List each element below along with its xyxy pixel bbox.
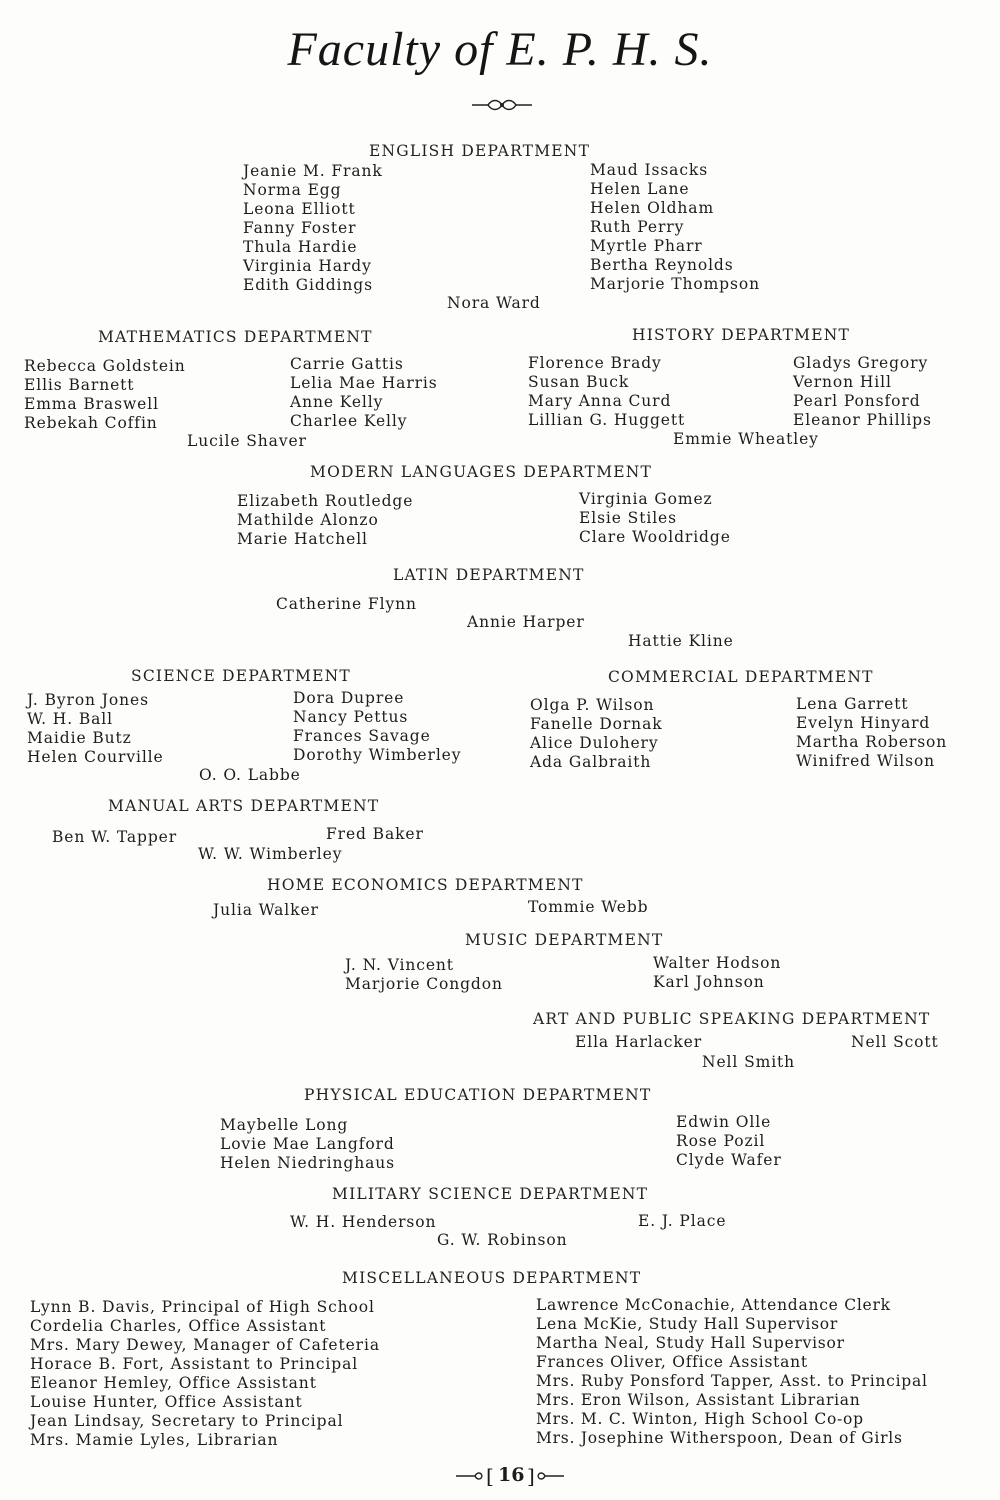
list-item: Vernon Hill	[793, 373, 892, 391]
list-item: Florence Brady	[528, 354, 662, 372]
mathematics-heading: MATHEMATICS DEPARTMENT	[98, 328, 373, 346]
list-item: Marie Hatchell	[237, 530, 368, 548]
list-item: Leona Elliott	[243, 200, 356, 218]
list-item: Susan Buck	[528, 373, 630, 391]
list-item: Mrs. Eron Wilson, Assistant Librarian	[536, 1391, 861, 1409]
list-item: Lena Garrett	[796, 695, 909, 713]
list-item: Helen Oldham	[590, 199, 715, 217]
history-left-list	[528, 354, 685, 430]
list-item: Lucile Shaver	[187, 432, 307, 450]
list-item: Emma Braswell	[24, 395, 159, 413]
list-item: Virginia Hardy	[243, 257, 372, 275]
list-item: Nell Scott	[851, 1033, 939, 1051]
list-item: Maybelle Long	[220, 1116, 349, 1134]
list-item: Bertha Reynolds	[590, 256, 734, 274]
commercial-left-list	[530, 696, 663, 772]
manual-arts-heading: MANUAL ARTS DEPARTMENT	[108, 797, 380, 815]
list-item: Mary Anna Curd	[528, 392, 672, 410]
list-item: Lynn B. Davis, Principal of High School	[30, 1298, 375, 1316]
list-item: Winifred Wilson	[796, 752, 936, 770]
commercial-heading: COMMERCIAL DEPARTMENT	[608, 668, 874, 686]
list-item: E. J. Place	[638, 1212, 727, 1230]
list-item: Mathilde Alonzo	[237, 511, 379, 529]
left-flourish-icon	[455, 1470, 485, 1482]
list-item: Clyde Wafer	[676, 1151, 782, 1169]
modern-languages-heading: MODERN LANGUAGES DEPARTMENT	[310, 463, 653, 481]
list-item: Karl Johnson	[653, 973, 765, 991]
list-item: Olga P. Wilson	[530, 696, 655, 714]
history-heading: HISTORY DEPARTMENT	[632, 326, 851, 344]
list-item: Emmie Wheatley	[673, 430, 819, 448]
page-number-footer	[455, 1464, 565, 1488]
ornament-divider-icon	[470, 98, 534, 112]
list-item: Myrtle Pharr	[590, 237, 703, 255]
history-right-list	[793, 354, 932, 430]
art-speaking-heading: ART AND PUBLIC SPEAKING DEPARTMENT	[533, 1010, 931, 1028]
list-item: J. N. Vincent	[345, 956, 454, 974]
list-item: Nora Ward	[447, 294, 541, 312]
list-item: Clare Wooldridge	[579, 528, 731, 546]
miscellaneous-left-list	[30, 1298, 380, 1450]
list-item: Thula Hardie	[243, 238, 358, 256]
list-item: Elsie Stiles	[579, 509, 677, 527]
list-item: Mrs. Josephine Witherspoon, Dean of Girls	[536, 1429, 903, 1447]
list-item: Ellis Barnett	[24, 376, 135, 394]
list-item: Eleanor Phillips	[793, 411, 932, 429]
mathematics-right-list	[290, 355, 438, 431]
list-item: Walter Hodson	[653, 954, 782, 972]
music-left-list	[345, 956, 503, 994]
list-item: Helen Courville	[27, 748, 164, 766]
list-item: Anne Kelly	[290, 393, 384, 411]
list-item: Mrs. Mamie Lyles, Librarian	[30, 1431, 279, 1449]
list-item: Edith Giddings	[243, 276, 373, 294]
list-item: Jean Lindsay, Secretary to Principal	[30, 1412, 344, 1430]
page-title: Faculty of E. P. H. S.	[287, 23, 713, 76]
list-item: Lelia Mae Harris	[290, 374, 438, 392]
list-item: G. W. Robinson	[437, 1231, 568, 1249]
english-left-list	[243, 162, 383, 295]
list-item: Marjorie Thompson	[590, 275, 760, 293]
physical-education-right-list	[676, 1113, 782, 1170]
miscellaneous-heading: MISCELLANEOUS DEPARTMENT	[342, 1269, 642, 1287]
list-item: Evelyn Hinyard	[796, 714, 931, 732]
list-item: Eleanor Hemley, Office Assistant	[30, 1374, 317, 1392]
list-item: Virginia Gomez	[579, 490, 713, 508]
list-item: Fanelle Dornak	[530, 715, 663, 733]
list-item: Tommie Webb	[528, 898, 649, 916]
list-item: Norma Egg	[243, 181, 342, 199]
list-item: Fanny Foster	[243, 219, 357, 237]
list-item: Mrs. M. C. Winton, High School Co-op	[536, 1410, 864, 1428]
list-item: Jeanie M. Frank	[243, 162, 383, 180]
modern-languages-right-list	[579, 490, 731, 547]
list-item: Ada Galbraith	[530, 753, 652, 771]
list-item: Louise Hunter, Office Assistant	[30, 1393, 303, 1411]
science-right-list	[293, 689, 461, 765]
list-item: Frances Savage	[293, 727, 431, 745]
english-right-list	[590, 161, 760, 294]
commercial-right-list	[796, 695, 947, 771]
list-item: Ella Harlacker	[575, 1033, 703, 1051]
list-item: Martha Roberson	[796, 733, 948, 751]
music-right-list	[653, 954, 781, 992]
list-item: Rebekah Coffin	[24, 414, 158, 432]
list-item: Nell Smith	[702, 1053, 796, 1071]
science-left-list	[27, 691, 164, 767]
list-item: W. H. Henderson	[290, 1213, 437, 1231]
list-item: J. Byron Jones	[27, 691, 149, 709]
home-economics-heading: HOME ECONOMICS DEPARTMENT	[267, 876, 584, 894]
list-item: Carrie Gattis	[290, 355, 404, 373]
list-item: Ruth Perry	[590, 218, 685, 236]
list-item: Martha Neal, Study Hall Supervisor	[536, 1334, 845, 1352]
list-item: O. O. Labbe	[199, 766, 301, 784]
list-item: W. W. Wimberley	[198, 845, 343, 863]
list-item: Lovie Mae Langford	[220, 1135, 395, 1153]
list-item: Lillian G. Huggett	[528, 411, 686, 429]
list-item: Ben W. Tapper	[52, 828, 178, 846]
list-item: Dora Dupree	[293, 689, 405, 707]
list-item: Nancy Pettus	[293, 708, 409, 726]
list-item: Cordelia Charles, Office Assistant	[30, 1317, 327, 1335]
list-item: Dorothy Wimberley	[293, 746, 462, 764]
miscellaneous-right-list	[536, 1296, 928, 1448]
list-item: Helen Niedringhaus	[220, 1154, 395, 1172]
list-item: Rebecca Goldstein	[24, 357, 186, 375]
physical-education-heading: PHYSICAL EDUCATION DEPARTMENT	[304, 1086, 652, 1104]
list-item: Maidie Butz	[27, 729, 132, 747]
music-heading: MUSIC DEPARTMENT	[465, 931, 664, 949]
left-bracket-icon: [	[486, 1464, 494, 1488]
science-heading: SCIENCE DEPARTMENT	[131, 667, 351, 685]
list-item: Annie Harper	[467, 613, 585, 631]
page-number: 16	[498, 1464, 525, 1486]
modern-languages-left-list	[237, 492, 413, 549]
list-item: Catherine Flynn	[276, 595, 417, 613]
mathematics-left-list	[24, 357, 186, 433]
right-flourish-icon	[535, 1470, 565, 1482]
list-item: W. H. Ball	[27, 710, 113, 728]
list-item: Pearl Ponsford	[793, 392, 921, 410]
list-item: Edwin Olle	[676, 1113, 772, 1131]
list-item: Julia Walker	[213, 901, 319, 919]
latin-heading: LATIN DEPARTMENT	[393, 566, 585, 584]
list-item: Charlee Kelly	[290, 412, 408, 430]
list-item: Mrs. Ruby Ponsford Tapper, Asst. to Principal	[536, 1372, 928, 1390]
list-item: Gladys Gregory	[793, 354, 929, 372]
list-item: Alice Dulohery	[530, 734, 659, 752]
military-science-heading: MILITARY SCIENCE DEPARTMENT	[332, 1185, 649, 1203]
physical-education-left-list	[220, 1116, 395, 1173]
list-item: Hattie Kline	[628, 632, 734, 650]
list-item: Mrs. Mary Dewey, Manager of Cafeteria	[30, 1336, 380, 1354]
list-item: Horace B. Fort, Assistant to Principal	[30, 1355, 359, 1373]
list-item: Rose Pozil	[676, 1132, 766, 1150]
english-heading: ENGLISH DEPARTMENT	[369, 142, 591, 160]
list-item: Elizabeth Routledge	[237, 492, 414, 510]
list-item: Lawrence McConachie, Attendance Clerk	[536, 1296, 891, 1314]
list-item: Helen Lane	[590, 180, 690, 198]
list-item: Fred Baker	[326, 825, 424, 843]
list-item: Frances Oliver, Office Assistant	[536, 1353, 808, 1371]
list-item: Marjorie Congdon	[345, 975, 503, 993]
list-item: Maud Issacks	[590, 161, 709, 179]
right-bracket-icon: ]	[527, 1464, 535, 1488]
list-item: Lena McKie, Study Hall Supervisor	[536, 1315, 839, 1333]
